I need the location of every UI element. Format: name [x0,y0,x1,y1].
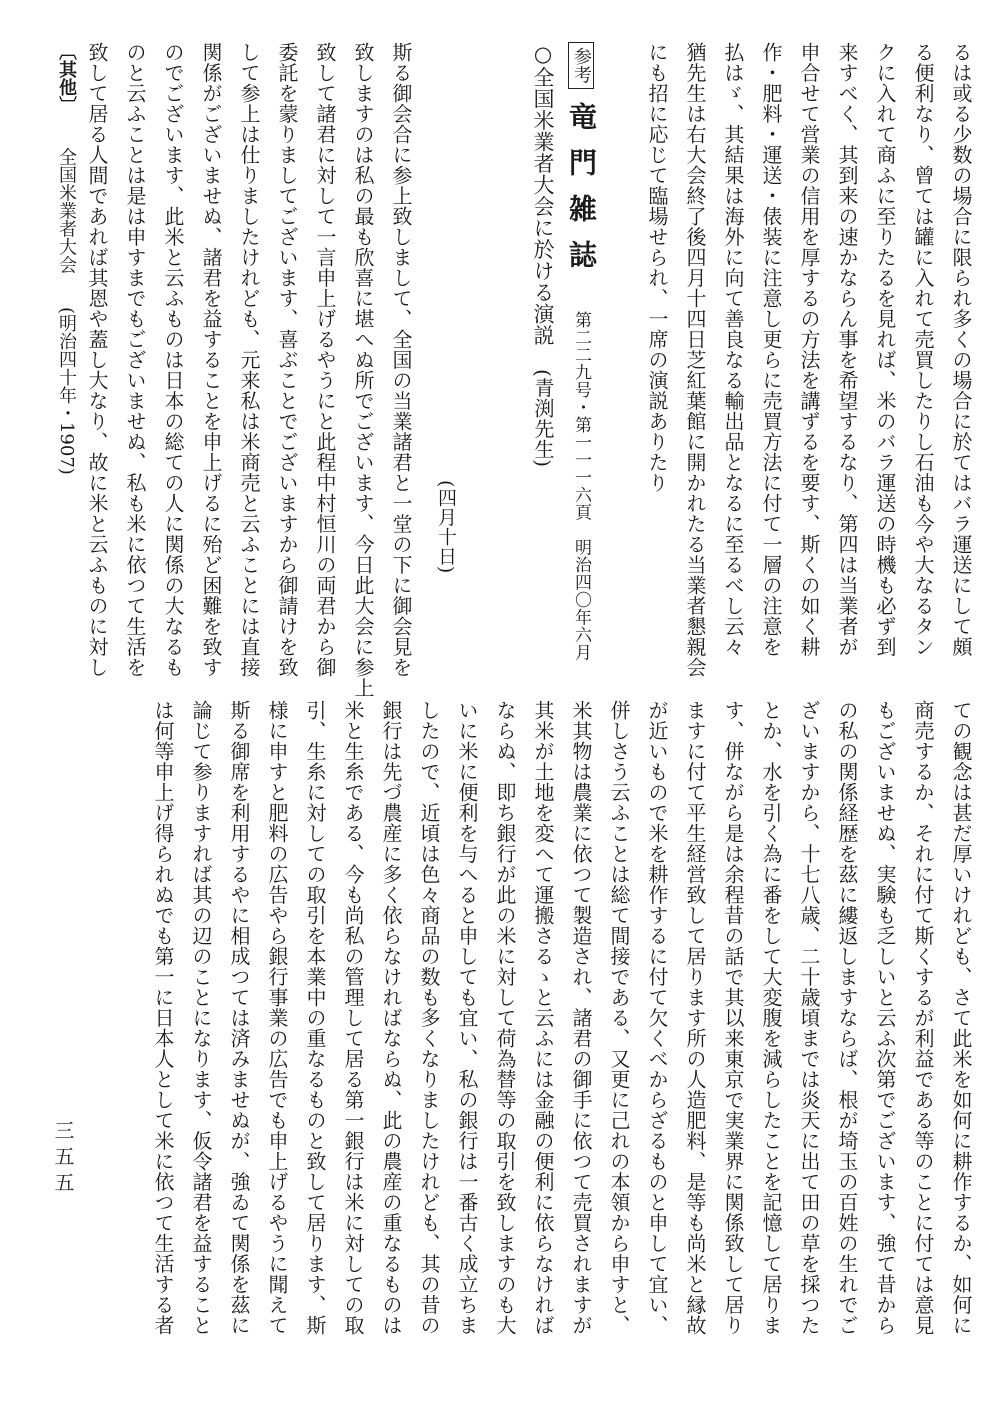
running-footer [40,42,80,702]
text-column: 致して諸君に対して一言申上げるやうにと此程中村恒川の両君から御 [313,42,337,678]
text-column: ならぬ、即ち銀行が此の米に対して荷為替等の取引を致しますのも大 [493,700,517,1336]
text-column: したので、近頃は色々商品の数も多くなりましたけれども、其の昔の [417,700,441,1336]
text-column: 関係がございませぬ、諸君を益することを申上げるに殆ど困難を致す [199,42,223,678]
text-column: 致しますのは私の最も欣喜に堪へぬ所でございます、今日此大会に参上 [351,42,375,698]
text-column: 銀行は先づ農産に多く依らなければならぬ、此の農産の重なるものは [379,700,403,1336]
reference-tag: 参考 [568,42,594,89]
text-column: 其米が土地を変へて運搬さるゝと云ふには金融の便利に依らなければ [531,700,555,1336]
speaker: (青渕先生) [531,368,555,468]
text-column: る便利なり、曾ては罐に入れて売買したりし石油も今や大なるタン [911,42,935,657]
text-block-bottom [100,700,980,1360]
text-column: ますに付て平生経営致して居ります所の人造肥料、是等も尚米と縁故 [683,700,707,1336]
text-block-top-right [600,42,980,682]
text-column: もございませぬ、実験も乏しいと云ふ次第でございます、強て昔から [873,700,897,1336]
footer-title: 全国米業者大会 [56,147,77,274]
text-column: 払はゞ、其結果は海外に向て善良なる輸出品となるに至るべし云々 [721,42,745,657]
text-column: 委託を蒙りましてございます、喜ぶことでございますから御請けを致 [275,42,299,678]
text-column: ての観念は甚だ厚いけれども、さて此米を如何に耕作するか、如何に [949,700,973,1336]
text-column: 申合せて営業の信用を厚するの方法を講ずるを要す、斯くの如く耕 [797,42,821,657]
text-column: 米と生糸である、今も尚私の管理して居る第一銀行は米に対しての取 [341,700,365,1336]
text-column: るは或る少数の場合に限られ多くの場合に於てはバラ運送にして頗 [949,42,973,657]
text-column: して参上は仕りましたけれども、元来私は米商売と云ふことには直接 [237,42,261,678]
speech-title-column [524,42,562,682]
text-column: 斯る御席を利用するやに相成つては済みませぬが、強ゐて関係を茲に [227,700,251,1336]
text-column: 来すべく、其到来の速かならん事を希望するなり、第四は当業者が [835,42,859,657]
text-column: にも招に応じて臨場せられ、一席の演説ありたり [645,42,669,493]
text-column: の私の関係経歴を茲に縷返しますならば、根が埼玉の百姓の生れでご [835,700,859,1336]
text-column: は何等申上げ得られぬでも第一に日本人として米に依つて生活する者 [151,700,175,1336]
reference-title-column [562,42,600,682]
text-column: す、併ながら是は余程昔の話で其以来東京で実業界に関係致して居り [721,700,745,1336]
text-block-top-left [85,42,420,698]
text-column: 斯る御会合に参上致しまして、全国の当業諸君と一堂の下に御会見を [389,42,413,678]
text-column: 併しさう云ふことは総て間接である、又更に己れの本領から申すと、 [607,700,631,1336]
reference-header [505,42,600,682]
text-column: のと云ふことは是は申すまでもございませぬ、私も米に依つて生活を [123,42,147,678]
text-column: とか、水を引く為に番をして大変腹を減らしたことを記憶して居りま [759,700,783,1336]
speech-date-block [425,480,465,680]
text-column: 米其物は農業に依つて製造され、諸君の御手に依つて売買されますが [569,700,593,1336]
text-column: 商売するか、それに付て斯くするが利益である等のことに付ては意見 [911,700,935,1336]
text-column: 様に申すと肥料の広告やら銀行事業の広告でも申上げるやうに聞えて [265,700,289,1336]
text-column: 致して居る人間であれば其恩や蓋し大なり、故に米と云ふものに対し [85,42,109,678]
text-column: クに入れて商ふに至りたるを見れば、米のバラ運送の時機も必ず到 [873,42,897,657]
magazine-title: 竜門雑誌 [565,101,598,286]
footer-category: 〔其他〕 [56,42,77,114]
text-column: のでございます、此米と云ふものは日本の総ての人に関係の大なるも [161,42,185,678]
text-column: ざいますから、十七八歳、二十歳頃までは炎天に出て田の草を採つた [797,700,821,1336]
text-column: 引、生糸に対しての取引を本業中の重なるものと致して居ります、斯 [303,700,327,1336]
speech-date: (四月十日) [435,480,457,574]
text-column: が近いもので米を耕作するに付て欠くべからざるものと申して宜い、 [645,700,669,1336]
text-column: 作・肥料・運送・俵装に注意し更らに売買方法に付て一層の注意を [759,42,783,657]
text-column: いに米に便利を与へると申しても宜い、私の銀行は一番古く成立ちま [455,700,479,1336]
footer-period: (明治四十年・1907) [56,306,77,475]
issue-info: 第二二九号・第一一一六頁 明治四〇年六月 [571,310,591,661]
speech-title: ○全国米業者大会に於ける演説 [531,42,555,346]
text-column: 猶先生は右大会終了後四月十四日芝紅葉館に開かれたる当業者懇親会 [683,42,707,678]
page-number: 三五五 [51,1120,75,1198]
text-column: 論じて参りますれば其の辺のことになります、仮令諸君を益すること [189,700,213,1336]
